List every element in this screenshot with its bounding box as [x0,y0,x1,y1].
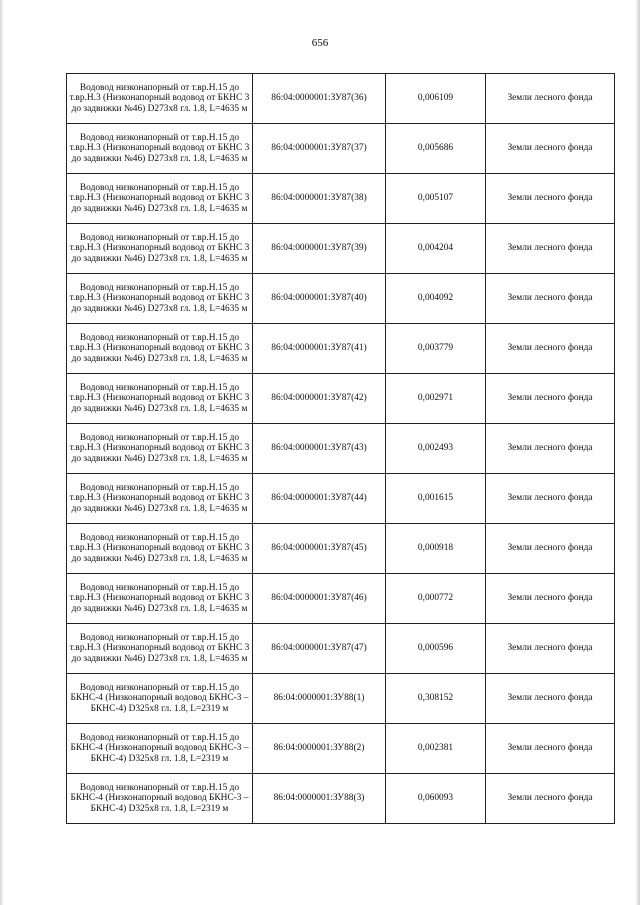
land-category-cell: Земли лесного фонда [486,324,615,374]
table-row [67,324,615,374]
land-category-cell: Земли лесного фонда [486,624,615,674]
object-description-cell: Водовод низконапорный от т.вр.Н.15 до т.вр.Н.3 (Низконапорный водовод от БКНС 3 до задвижки №46) D273x8 гл. 1.8, L=4635 м [67,474,253,524]
object-description-cell: Водовод низконапорный от т.вр.Н.15 до т.вр.Н.3 (Низконапорный водовод от БКНС 3 до задвижки №46) D273x8 гл. 1.8, L=4635 м [67,574,253,624]
area-cell: 0,003779 [386,324,486,374]
scan-edge-left [0,0,4,905]
table-row [67,424,615,474]
cadastral-number-cell: 86:04:0000001:ЗУ88(3) [253,774,386,824]
object-description-cell: Водовод низконапорный от т.вр.Н.15 до т.вр.Н.3 (Низконапорный водовод от БКНС 3 до задвижки №46) D273x8 гл. 1.8, L=4635 м [67,524,253,574]
area-cell: 0,002493 [386,424,486,474]
cadastral-number-cell: 86:04:0000001:ЗУ87(37) [253,124,386,174]
table-row [67,574,615,624]
scan-edge-right [635,0,640,905]
area-cell: 0,002381 [386,724,486,774]
land-category-cell: Земли лесного фонда [486,124,615,174]
land-category-cell: Земли лесного фонда [486,274,615,324]
area-cell: 0,000918 [386,524,486,574]
table-row [67,374,615,424]
cadastral-number-cell: 86:04:0000001:ЗУ87(38) [253,174,386,224]
table-row [67,124,615,174]
area-cell: 0,001615 [386,474,486,524]
area-cell: 0,004092 [386,274,486,324]
table-row [67,224,615,274]
land-plot-table [66,73,615,824]
land-category-cell: Земли лесного фонда [486,524,615,574]
table-row [67,74,615,124]
object-description-cell: Водовод низконапорный от т.вр.Н.15 до БКНС-4 (Низконапорный водовод БКНС-3 – БКНС-4) D325x8 гл. 1.8, L=2319 м [67,724,253,774]
cadastral-number-cell: 86:04:0000001:ЗУ87(40) [253,274,386,324]
table-row [67,474,615,524]
table-row [67,524,615,574]
object-description-cell: Водовод низконапорный от т.вр.Н.15 до т.вр.Н.3 (Низконапорный водовод от БКНС 3 до задвижки №46) D273x8 гл. 1.8, L=4635 м [67,274,253,324]
object-description-cell: Водовод низконапорный от т.вр.Н.15 до БКНС-4 (Низконапорный водовод БКНС-3 – БКНС-4) D325x8 гл. 1.8, L=2319 м [67,674,253,724]
area-cell: 0,005107 [386,174,486,224]
land-category-cell: Земли лесного фонда [486,424,615,474]
object-description-cell: Водовод низконапорный от т.вр.Н.15 до т.вр.Н.3 (Низконапорный водовод от БКНС 3 до задвижки №46) D273x8 гл. 1.8, L=4635 м [67,224,253,274]
area-cell: 0,000772 [386,574,486,624]
cadastral-number-cell: 86:04:0000001:ЗУ87(45) [253,524,386,574]
land-category-cell: Земли лесного фонда [486,174,615,224]
table-body [67,74,615,824]
land-category-cell: Земли лесного фонда [486,674,615,724]
cadastral-number-cell: 86:04:0000001:ЗУ87(39) [253,224,386,274]
object-description-cell: Водовод низконапорный от т.вр.Н.15 до т.вр.Н.3 (Низконапорный водовод от БКНС 3 до задвижки №46) D273x8 гл. 1.8, L=4635 м [67,324,253,374]
land-category-cell: Земли лесного фонда [486,474,615,524]
cadastral-number-cell: 86:04:0000001:ЗУ87(44) [253,474,386,524]
cadastral-number-cell: 86:04:0000001:ЗУ87(41) [253,324,386,374]
object-description-cell: Водовод низконапорный от т.вр.Н.15 до т.вр.Н.3 (Низконапорный водовод от БКНС 3 до задвижки №46) D273x8 гл. 1.8, L=4635 м [67,124,253,174]
land-category-cell: Земли лесного фонда [486,74,615,124]
object-description-cell: Водовод низконапорный от т.вр.Н.15 до т.вр.Н.3 (Низконапорный водовод от БКНС 3 до задвижки №46) D273x8 гл. 1.8, L=4635 м [67,424,253,474]
area-cell: 0,000596 [386,624,486,674]
cadastral-number-cell: 86:04:0000001:ЗУ87(43) [253,424,386,474]
table-row [67,624,615,674]
cadastral-number-cell: 86:04:0000001:ЗУ88(2) [253,724,386,774]
table-row [67,724,615,774]
cadastral-number-cell: 86:04:0000001:ЗУ87(47) [253,624,386,674]
cadastral-number-cell: 86:04:0000001:ЗУ87(36) [253,74,386,124]
area-cell: 0,006109 [386,74,486,124]
area-cell: 0,004204 [386,224,486,274]
land-category-cell: Земли лесного фонда [486,774,615,824]
table-row [67,274,615,324]
land-category-cell: Земли лесного фонда [486,224,615,274]
cadastral-number-cell: 86:04:0000001:ЗУ87(46) [253,574,386,624]
object-description-cell: Водовод низконапорный от т.вр.Н.15 до т.вр.Н.3 (Низконапорный водовод от БКНС 3 до задвижки №46) D273x8 гл. 1.8, L=4635 м [67,624,253,674]
table-row [67,674,615,724]
cadastral-number-cell: 86:04:0000001:ЗУ88(1) [253,674,386,724]
object-description-cell: Водовод низконапорный от т.вр.Н.15 до т.вр.Н.3 (Низконапорный водовод от БКНС 3 до задвижки №46) D273x8 гл. 1.8, L=4635 м [67,174,253,224]
table-row [67,774,615,824]
land-category-cell: Земли лесного фонда [486,724,615,774]
land-category-cell: Земли лесного фонда [486,374,615,424]
area-cell: 0,002971 [386,374,486,424]
object-description-cell: Водовод низконапорный от т.вр.Н.15 до т.вр.Н.3 (Низконапорный водовод от БКНС 3 до задвижки №46) D273x8 гл. 1.8, L=4635 м [67,74,253,124]
object-description-cell: Водовод низконапорный от т.вр.Н.15 до БКНС-4 (Низконапорный водовод БКНС-3 – БКНС-4) D325x8 гл. 1.8, L=2319 м [67,774,253,824]
land-category-cell: Земли лесного фонда [486,574,615,624]
page-number: 656 [311,37,329,49]
area-cell: 0,060093 [386,774,486,824]
object-description-cell: Водовод низконапорный от т.вр.Н.15 до т.вр.Н.3 (Низконапорный водовод от БКНС 3 до задвижки №46) D273x8 гл. 1.8, L=4635 м [67,374,253,424]
table-row [67,174,615,224]
cadastral-number-cell: 86:04:0000001:ЗУ87(42) [253,374,386,424]
area-cell: 0,005686 [386,124,486,174]
area-cell: 0,308152 [386,674,486,724]
